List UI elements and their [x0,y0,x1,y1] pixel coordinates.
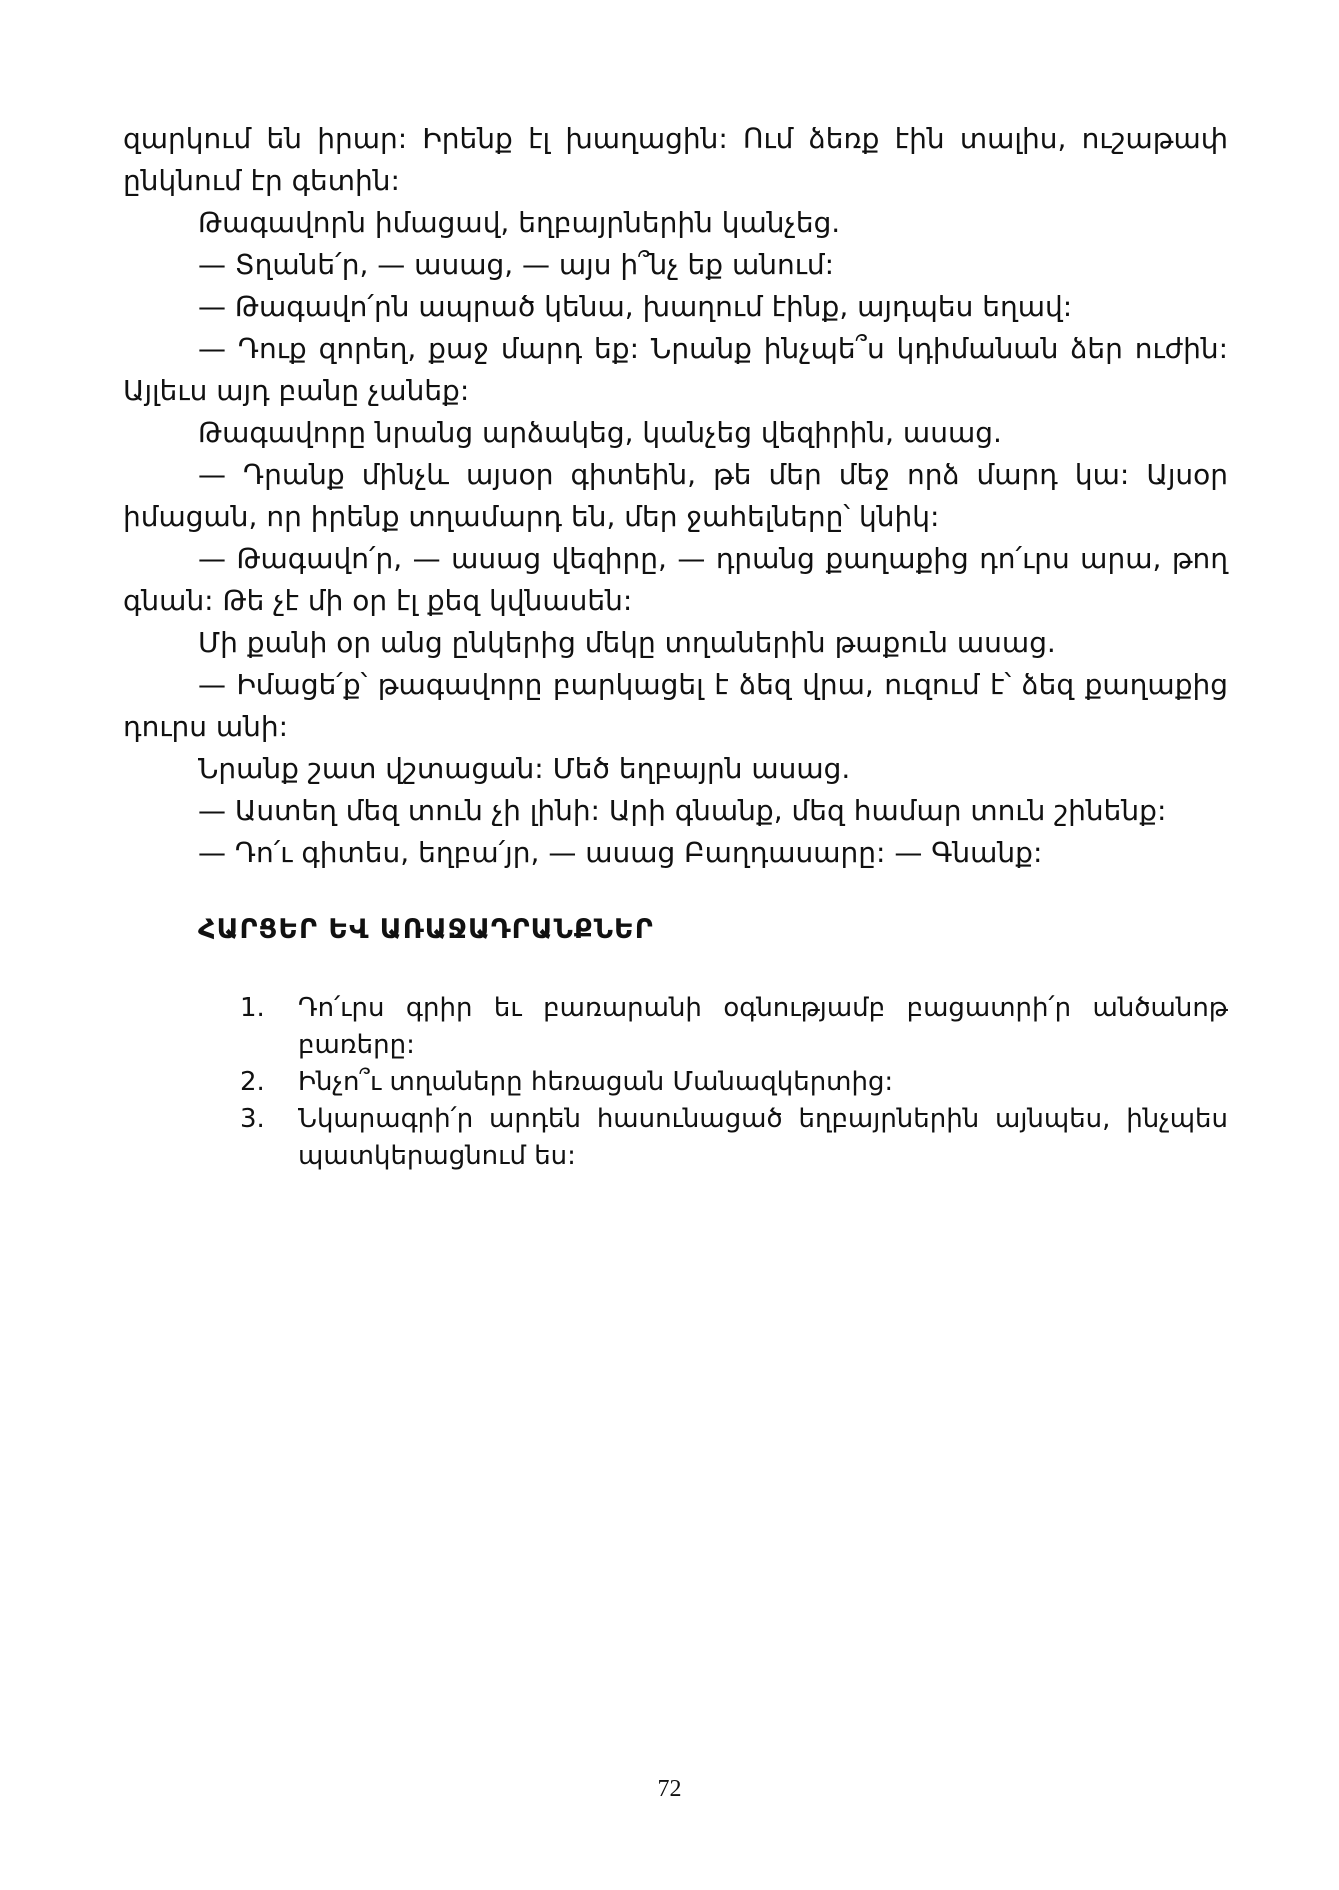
question-text: Ինչո՞ւ տղաները հեռացան Մանազկերտից: [298,1067,894,1097]
question-number: 3. [240,1104,265,1134]
question-text: Դո՛ւրս գրիր եւ բառարանի օգնությամբ բացատրի՛ր անծանոթ բառերը: [298,993,1228,1060]
story-paragraph: — Դո՛ւ գիտես, եղբա՛յր, — ասաց Բաղդասարը: — Գնանք: [198,836,1043,869]
questions-heading: ՀԱՐՑԵՐ ԵՎ ԱՌԱՋԱԴՐԱՆՔՆԵՐ [198,914,654,945]
story-text [123,118,1228,874]
question-number: 1. [240,993,265,1023]
story-paragraph: — Տղանե՛ր, — ասաց, — այս ի՞նչ եք անում: [198,248,835,281]
story-paragraph: Թագավորը նրանց արձակեց, կանչեց վեզիրին, ասաց. [198,416,1002,449]
story-paragraph: — Թագավո՛րն ապրած կենա, խաղում էինք, այդպես եղավ: [198,290,1073,323]
questions-list [240,990,1228,1175]
question-number: 2. [240,1067,265,1097]
story-paragraph: զարկում են իրար: Իրենք էլ խաղացին: Ում ձեռք էին տալիս, ուշաթափ ընկնում էր գետին: [123,122,1228,197]
story-paragraph: — Թագավո՛ր, — ասաց վեզիրը, — դրանց քաղաքից դո՛ւրս արա, թող գնան: Թե չէ մի օր էլ քեզ կվնասեն: [123,542,1228,617]
story-paragraph: — Դուք զորեղ, քաջ մարդ եք: Նրանք ինչպե՞ս կդիմանան ձեր ուժին: Այլեւս այդ բանը չանեք: [123,332,1228,407]
story-paragraph: Թագավորն իմացավ, եղբայրներին կանչեց. [198,206,841,239]
story-paragraph: — Դրանք մինչև այսօր գիտեին, թե մեր մեջ որձ մարդ կա: Այսօր իմացան, որ իրենք տղամարդ են, մեր ջահելները՝ կնիկ: [123,458,1228,533]
story-paragraph: Նրանք շատ վշտացան: Մեծ եղբայրն ասաց. [198,752,851,785]
question-item [240,1101,1228,1175]
story-paragraph: Մի քանի օր անց ընկերից մեկը տղաներին թաքուն ասաց. [198,626,1056,659]
story-paragraph: — Իմացե՛ք՝ թագավորը բարկացել է ձեզ վրա, ուզում է՝ ձեզ քաղաքից դուրս անի: [123,668,1228,743]
story-paragraph: — Աստեղ մեզ տուն չի լինի: Արի գնանք, մեզ համար տուն շինենք: [198,794,1167,827]
question-item [240,1064,1228,1101]
question-item [240,990,1228,1064]
question-text: Նկարագրի՛ր արդեն հասունացած եղբայրներին այնպես, ինչպես պատկերացնում ես: [298,1104,1228,1171]
page-number: 72 [657,1776,682,1802]
